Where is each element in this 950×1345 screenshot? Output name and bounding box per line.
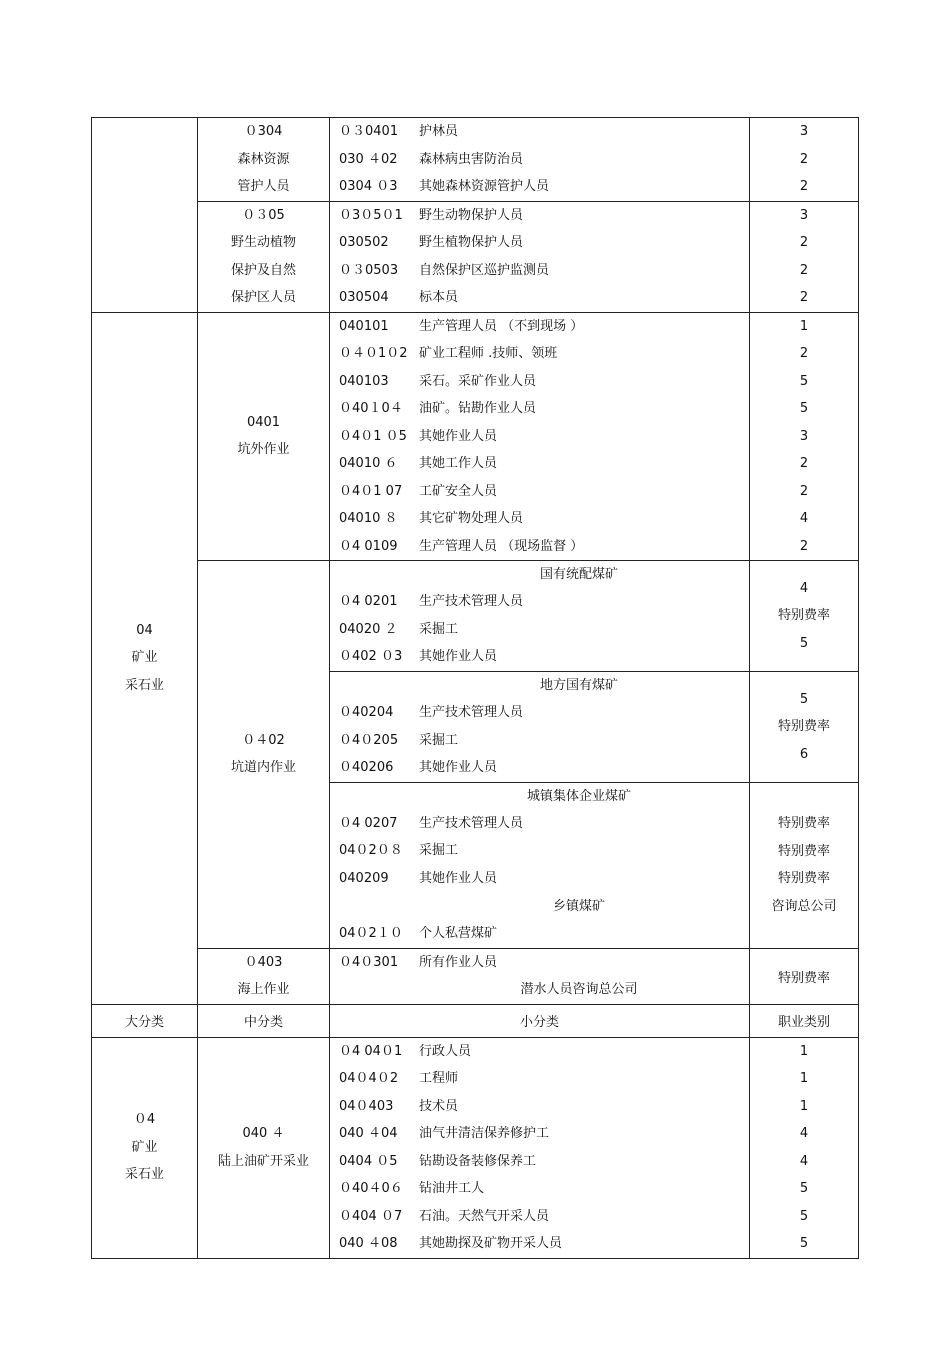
mid-name: 陆上油矿开采业 xyxy=(217,1153,309,1169)
table-row xyxy=(92,118,859,202)
list-item: ０402 ０3 其她作业人员 xyxy=(339,649,498,665)
class-value: 5 xyxy=(799,373,809,389)
list-item: ０404 ０7 石油。天然气开采人员 xyxy=(339,1208,550,1224)
mid-code: ０304 xyxy=(244,124,283,139)
class-value: 5 xyxy=(799,635,809,651)
class-value: 1 xyxy=(799,1043,809,1059)
mid-code: 0401 xyxy=(246,414,281,430)
table-row xyxy=(92,948,859,1004)
class-value: 5 xyxy=(799,401,809,416)
class-value: 5 xyxy=(799,691,809,707)
major-name: 矿业 xyxy=(131,650,158,666)
class-value xyxy=(750,783,858,811)
list-item: ０3０5０1 野生动物保护人员 xyxy=(339,207,524,223)
list-item: 030502 野生植物保护人员 xyxy=(339,235,524,250)
mid-code: ０３05 xyxy=(242,207,285,223)
table-row xyxy=(92,201,859,312)
mid-category-cell xyxy=(198,201,330,312)
class-value: 1 xyxy=(799,318,809,334)
list-item: ０4 0201 生产技术管理人员 xyxy=(339,594,524,610)
mid-name: 保护区人员 xyxy=(230,290,296,305)
class-value: 咨询总公司 xyxy=(771,898,837,914)
class-value: 3 xyxy=(799,124,809,139)
minor-category-cell xyxy=(330,201,750,312)
list-item: ０4０1 ０5 其她作业人员 xyxy=(339,428,498,444)
table-row xyxy=(92,312,859,561)
header-mid: 中分类 xyxy=(198,1004,330,1037)
list-item: 04０2０８ 采掘工 xyxy=(339,843,459,859)
mid-category-cell xyxy=(198,561,330,949)
class-cell xyxy=(750,118,859,202)
class-value: 2 xyxy=(799,290,809,305)
list-item: 030 ４02 森林病虫害防治员 xyxy=(339,151,524,167)
list-item: 030504 标本员 xyxy=(339,290,459,305)
class-cell xyxy=(750,948,859,1004)
class-value: 4 xyxy=(799,580,809,596)
class-value: 2 xyxy=(799,179,809,194)
class-value: 2 xyxy=(799,151,809,167)
class-value: 2 xyxy=(799,235,809,250)
mid-name: 管护人员 xyxy=(237,179,290,194)
mid-name: 坑道内作业 xyxy=(230,760,296,776)
minor-category-cell xyxy=(330,118,750,202)
list-item: 040101 生产管理人员 （不到现场 ） xyxy=(339,318,584,334)
class-cell xyxy=(750,201,859,312)
list-item: ０4 0207 生产技术管理人员 xyxy=(339,815,524,831)
class-value: 3 xyxy=(799,428,809,444)
class-value: 4 xyxy=(799,1153,809,1169)
table-row xyxy=(92,561,859,672)
class-cell xyxy=(750,672,859,783)
mid-code: ０403 xyxy=(244,954,283,970)
subheading: 潜水人员咨询总公司 xyxy=(520,982,638,998)
subheading: 城镇集体企业煤矿 xyxy=(526,788,631,804)
class-value xyxy=(750,920,858,948)
class-value: 2 xyxy=(799,346,809,361)
header-minor: 小分类 xyxy=(330,1004,750,1037)
mid-name: 海上作业 xyxy=(237,982,290,997)
mid-name: 森林资源 xyxy=(237,151,290,167)
minor-category-cell xyxy=(330,1037,750,1258)
list-item: ０4 0109 生产管理人员 （现场监督 ） xyxy=(339,538,584,554)
minor-category-cell xyxy=(330,948,750,1004)
mid-code: ０４02 xyxy=(242,732,285,748)
list-item: ０40４0６ 钻油井工人 xyxy=(339,1181,485,1196)
list-item: ０4０1 07 工矿安全人员 xyxy=(339,483,498,499)
class-value: 5 xyxy=(799,1236,809,1251)
list-item: ０３0401 护林员 xyxy=(339,124,459,139)
table-body xyxy=(92,118,859,1259)
class-value: 6 xyxy=(799,746,809,762)
subheading: 地方国有煤矿 xyxy=(539,678,618,693)
class-value: 特别费率 xyxy=(777,719,830,734)
subheading: 乡镇煤矿 xyxy=(552,898,605,914)
major-code: ０4 xyxy=(133,1112,156,1128)
class-value: 3 xyxy=(799,207,809,223)
class-value: 特别费率 xyxy=(777,871,830,886)
list-item: 0304 ０3 其她森林资源管护人员 xyxy=(339,179,550,194)
class-cell xyxy=(750,312,859,561)
class-cell xyxy=(750,1037,859,1258)
mid-category-cell xyxy=(198,948,330,1004)
minor-category-cell xyxy=(330,561,750,672)
list-item: ０4 04０1 行政人员 xyxy=(339,1043,472,1059)
list-item: 040 ４08 其她勘探及矿物开采人员 xyxy=(339,1236,563,1251)
list-item: ０4０301 所有作业人员 xyxy=(339,954,498,970)
class-value: 特别费率 xyxy=(777,843,830,859)
list-item: 04０403 技术员 xyxy=(339,1098,459,1114)
major-name: 矿业 xyxy=(131,1139,158,1155)
list-item: 0404 ０5 钻勘设备装修保养工 xyxy=(339,1153,537,1169)
header-class: 职业类别 xyxy=(750,1004,859,1037)
list-item: 040103 采石。采矿作业人员 xyxy=(339,373,537,389)
class-cell xyxy=(750,561,859,672)
major-name: 采石业 xyxy=(124,677,164,693)
minor-category-cell xyxy=(330,312,750,561)
mid-name: 野生动植物 xyxy=(230,235,296,250)
list-item: 04０2１０ 个人私营煤矿 xyxy=(339,925,498,941)
list-item: 040209 其她作业人员 xyxy=(339,871,498,887)
mid-name: 坑外作业 xyxy=(237,442,290,458)
list-item: ０40204 生产技术管理人员 xyxy=(339,705,524,720)
class-value: 4 xyxy=(799,1126,809,1141)
major-code: 04 xyxy=(136,622,153,638)
list-item: ０40１0４ 油矿。钻勘作业人员 xyxy=(339,401,537,416)
class-value: 2 xyxy=(799,456,809,471)
list-item: ０40206 其她作业人员 xyxy=(339,760,498,775)
table-row xyxy=(92,1037,859,1258)
class-value: 特别费率 xyxy=(777,970,830,986)
major-name: 采石业 xyxy=(124,1167,164,1183)
class-value: 2 xyxy=(799,538,809,554)
list-item: ０4０205 采掘工 xyxy=(339,732,459,748)
class-value: 2 xyxy=(799,262,809,278)
class-cell xyxy=(750,782,859,948)
header-major: 大分类 xyxy=(92,1004,198,1037)
list-item: ０４０1０2 矿业工程师 .技师、领班 xyxy=(339,346,558,361)
subheading: 国有统配煤矿 xyxy=(539,567,618,583)
class-value: 5 xyxy=(799,1181,809,1196)
mid-code: 040 ４ xyxy=(242,1126,285,1141)
mid-category-cell xyxy=(198,1037,330,1258)
list-item: 04020 ２ 采掘工 xyxy=(339,621,459,637)
header-row xyxy=(92,1004,859,1037)
mid-category-cell xyxy=(198,118,330,202)
occupation-table xyxy=(91,117,859,1259)
minor-category-cell xyxy=(330,782,750,948)
list-item: 04０4０2 工程师 xyxy=(339,1071,459,1086)
class-value: 5 xyxy=(799,1208,809,1224)
list-item: 04010 ８ 其它矿物处理人员 xyxy=(339,511,524,526)
major-category-cell xyxy=(92,118,198,313)
class-value: 1 xyxy=(799,1071,809,1086)
class-value: 4 xyxy=(799,511,809,526)
minor-category-cell xyxy=(330,672,750,783)
list-item: ０３0503 自然保护区巡护监测员 xyxy=(339,262,550,278)
major-category-cell xyxy=(92,312,198,1004)
list-item: 04010 ６ 其她工作人员 xyxy=(339,456,498,471)
class-value: 2 xyxy=(799,483,809,499)
major-category-cell xyxy=(92,1037,198,1258)
mid-category-cell xyxy=(198,312,330,561)
class-value: 1 xyxy=(799,1098,809,1114)
mid-name: 保护及自然 xyxy=(230,262,296,278)
class-value: 特别费率 xyxy=(777,608,830,624)
list-item: 040 ４04 油气井清洁保养修护工 xyxy=(339,1126,550,1141)
class-value: 特别费率 xyxy=(777,816,830,831)
